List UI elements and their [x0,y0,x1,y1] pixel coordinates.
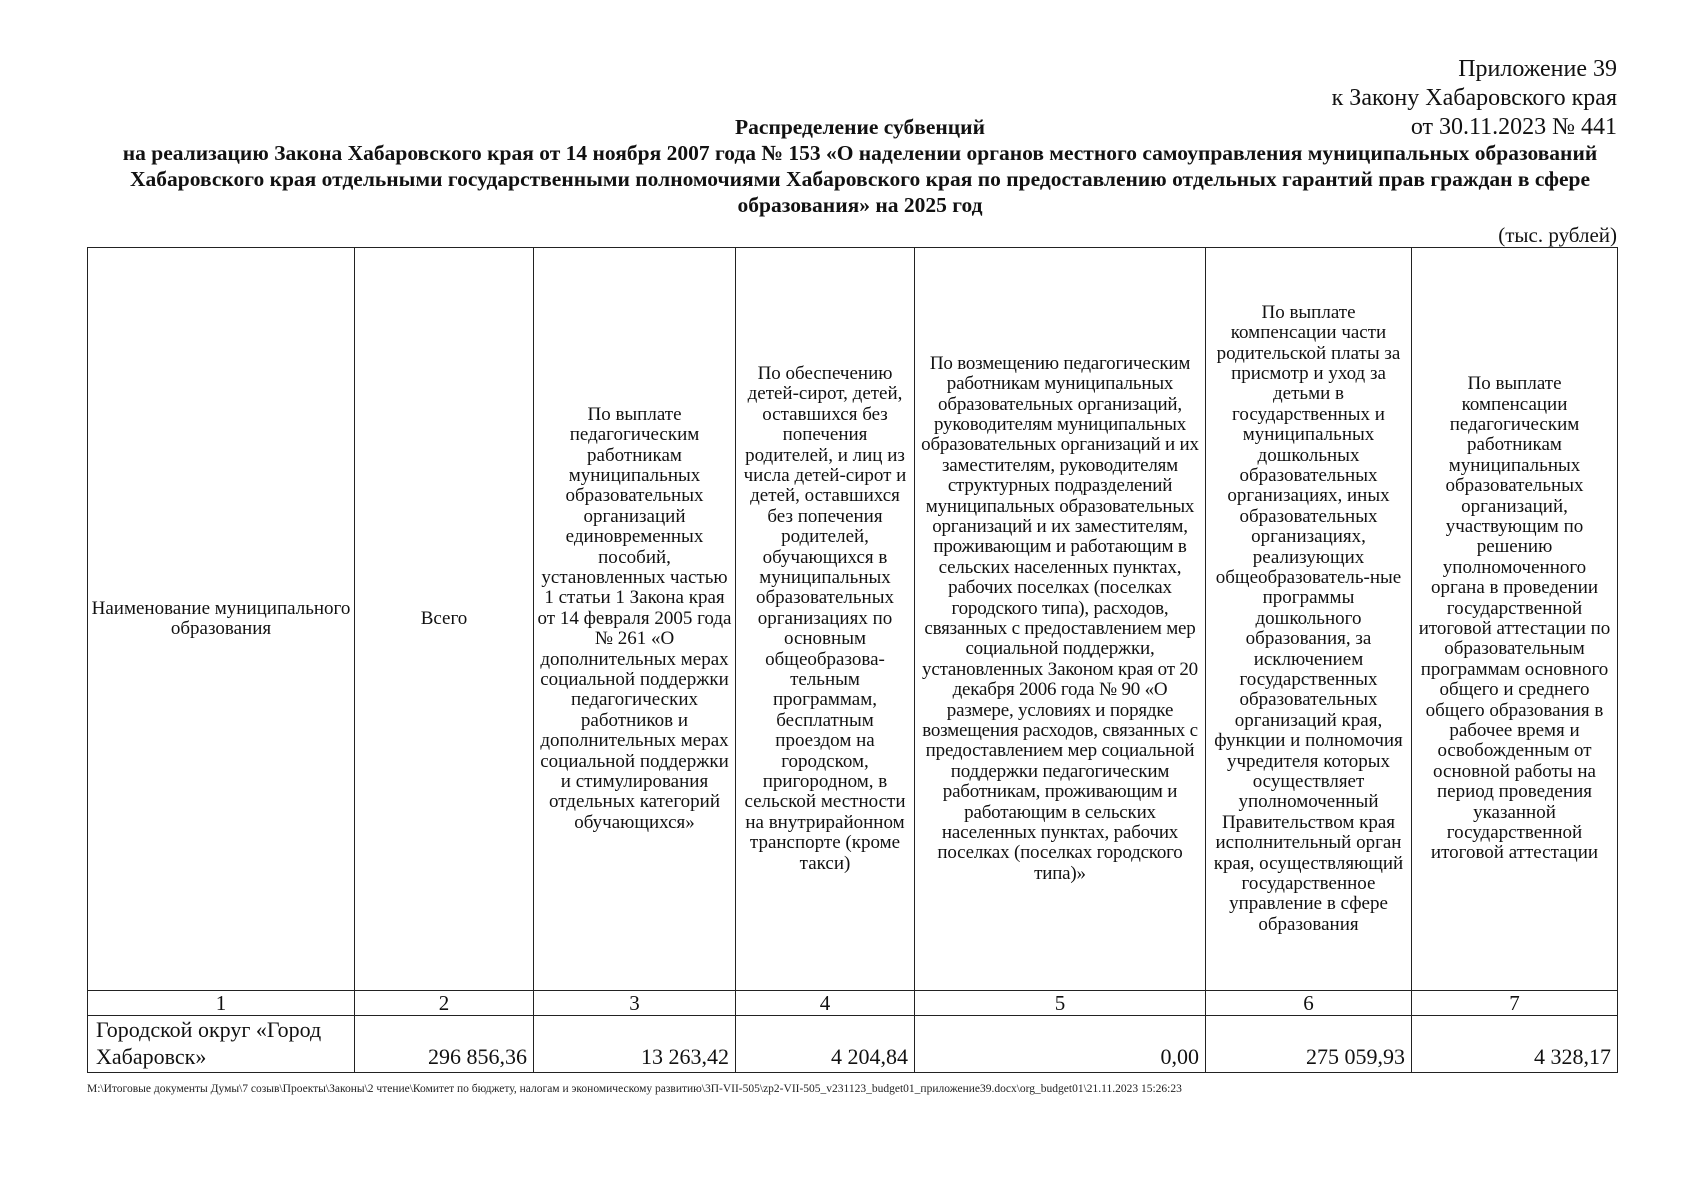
units-label: (тыс. рублей) [1498,223,1617,247]
table-row [88,1016,1618,1073]
value-total: 296 856,36 [355,1016,534,1073]
value-rural-teachers-compensation: 0,00 [915,1016,1206,1073]
header-municipality: Наименование муниципального образования [88,248,355,991]
appendix-law: к Закону Хабаровского края [1331,85,1617,111]
column-number-row [88,991,1618,1016]
title-subheading: на реализацию Закона Хабаровского края от 14 ноября 2007 года № 153 «О наделении органов местного самоуправления муниципальных образований Хабаровского края отдельными государственными полномочиями Хабаровского края по предоставлению отдельных гарантий прав граждан в сфере образования» на 2025 год [122,141,1598,217]
value-orphans-transport: 4 204,84 [736,1016,915,1073]
subsidy-table [87,247,1618,1073]
value-exam-compensation: 4 328,17 [1412,1016,1618,1073]
header-rural-teachers-compensation: По возмещению педагогическим работникам муниципальных образовательных организаций, руководителям муниципальных образовательных организаций и их заместителям, руководителям структурных подразделений муниципальных образовательных организаций и их заместителям, проживающим и работающим в сельских населенных пунктах, рабочих поселках (поселках городского типа), расходов, связанных с предоставлением мер социальной поддержки, установленных Законом края от 20 декабря 2006 года № 90 «О размере, условиях и порядке возмещения расходов, связанных с предоставлением мер социальной поддержки педагогическим работникам, проживающим и работающим в сельских населенных пунктах, рабочих поселках (поселках городского типа)» [915,248,1206,991]
table-header-row [88,248,1618,991]
column-number: 1 [88,991,355,1016]
column-number: 5 [915,991,1206,1016]
header-exam-compensation: По выплате компенсации педагогическим работникам муниципальных образовательных организаций, участвующим по решению уполномоченного органа в проведении государственной итоговой аттестации по образовательным программам основного общего и среднего общего образования в рабочее время и освобожденным от основной работы на период проведения указанной государственной итоговой аттестации [1412,248,1618,991]
column-number: 6 [1206,991,1412,1016]
value-parental-fee-compensation: 275 059,93 [1206,1016,1412,1073]
header-orphans-transport: По обеспечению детей-сирот, детей, оставшихся без попечения родителей, и лиц из числа детей-сирот и детей, оставшихся без попечения родителей, обучающихся в муниципальных образовательных организациях по основным общеобразова-тельным программам, бесплатным проездом на городском, пригородном, в сельской местности на внутрирайонном транспорте (кроме такси) [736,248,915,991]
file-path-footer: М:\Итоговые документы Думы\7 созыв\Проекты\Законы\2 чтение\Комитет по бюджету, налогам и экономическому развитию\3П-VII-505\zp2-VII-505_v231123_budget01_приложение39.docx\org_budget01\21.11.2023 15:26:23 [87,1083,1182,1095]
appendix-number: Приложение 39 [1458,56,1617,82]
appendix-date: от 30.11.2023 № 441 [1410,114,1617,140]
column-number: 2 [355,991,534,1016]
value-teacher-allowances: 13 263,42 [534,1016,736,1073]
title-heading: Распределение субвенций [735,115,985,139]
document-title [100,114,1620,218]
header-total: Всего [355,248,534,991]
column-number: 3 [534,991,736,1016]
municipality-name: Городской округ «Город Хабаровск» [88,1016,355,1073]
column-number: 7 [1412,991,1618,1016]
header-parental-fee-compensation: По выплате компенсации части родительской платы за присмотр и уход за детьми в государственных и муниципальных дошкольных образовательных организациях, иных образовательных организациях, реализующих общеобразователь-ные программы дошкольного образования, за исключением государственных образовательных организаций края, функции и полномочия учредителя которых осуществляет уполномоченный Правительством края исполнительный орган края, осуществляющий государственное управление в сфере образования [1206,248,1412,991]
column-number: 4 [736,991,915,1016]
header-teacher-allowances: По выплате педагогическим работникам муниципальных образовательных организаций единовременных пособий, установленных частью 1 статьи 1 Закона края от 14 февраля 2005 года № 261 «О дополнительных мерах социальной поддержки педагогических работников и дополнительных мерах социальной поддержки и стимулирования отдельных категорий обучающихся» [534,248,736,991]
